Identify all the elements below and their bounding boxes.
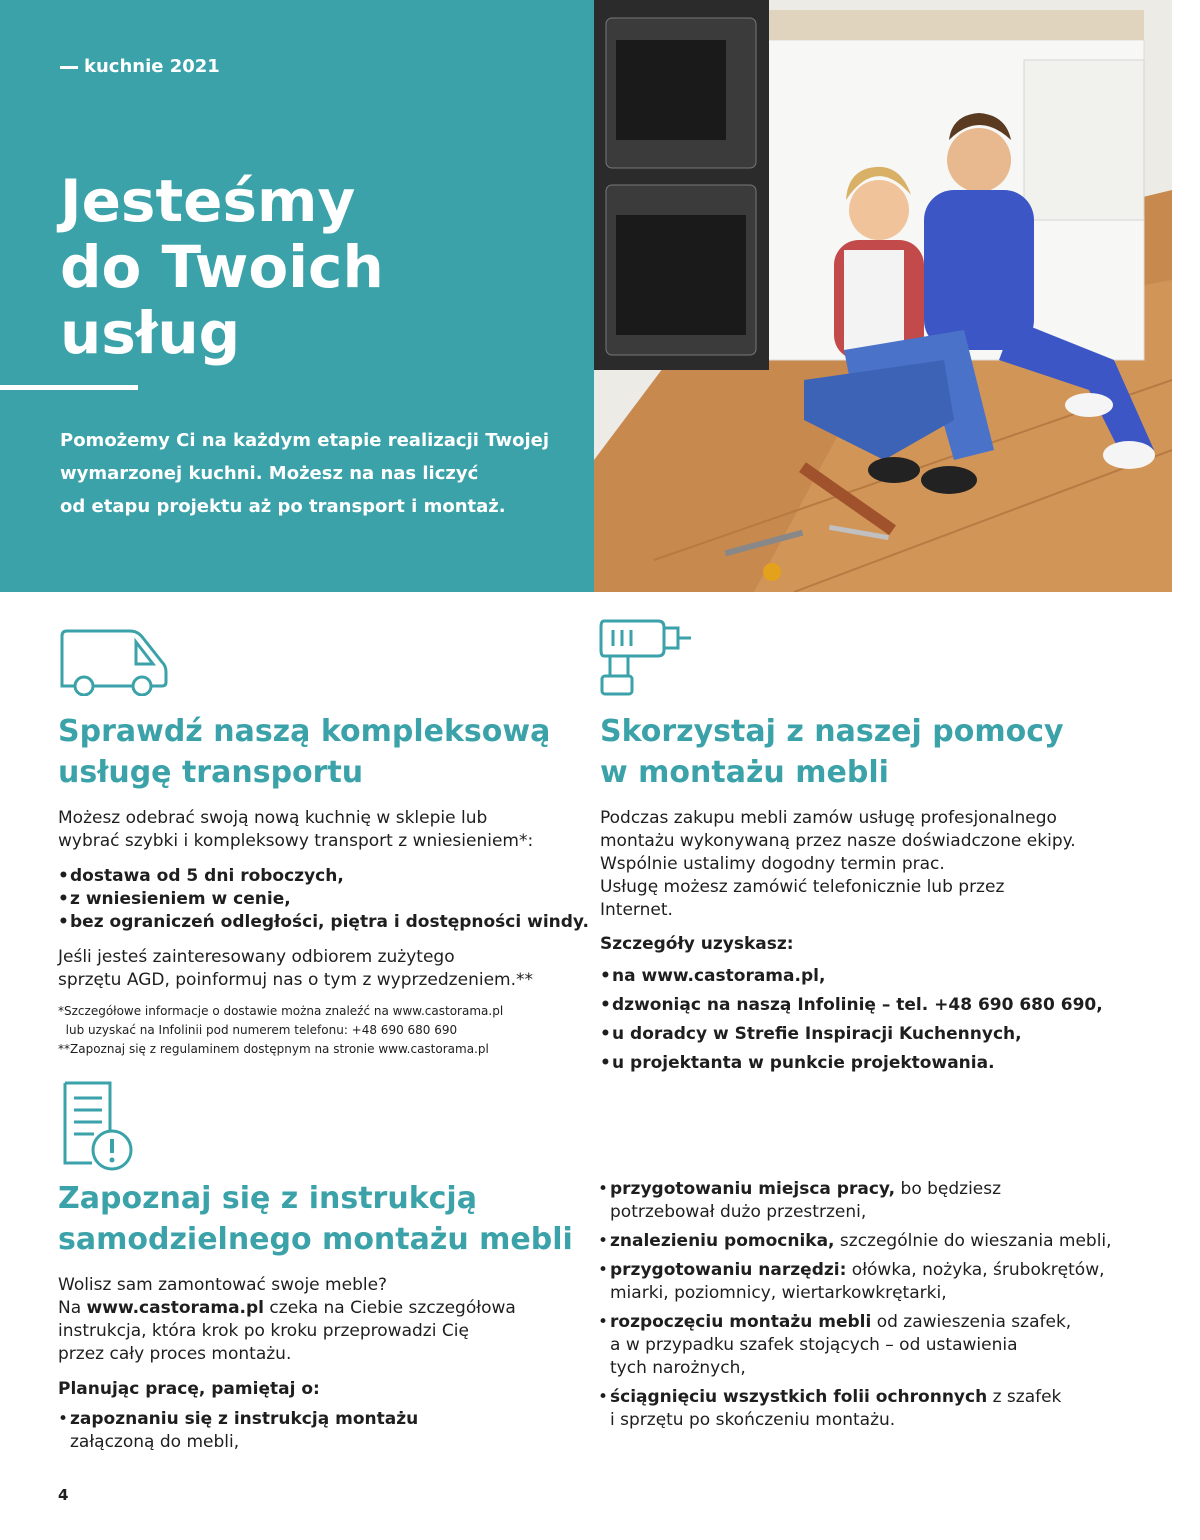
list-item: • dzwoniąc na naszą Infolinię – tel. +48 690 680 690, — [600, 991, 1103, 1020]
hero-panel — [0, 0, 594, 592]
transport-bullets — [58, 865, 589, 934]
kitchen-photo — [594, 0, 1172, 592]
list-item: • z wniesieniem w cenie, — [58, 888, 589, 911]
assembly-details-label: Szczegóły uzyskasz: — [600, 934, 794, 954]
assembly-bullets — [600, 962, 1103, 1078]
list-item: • na www.castorama.pl, — [600, 962, 1103, 991]
plan-label: Planując pracę, pamiętaj o: — [58, 1379, 320, 1399]
list-item: • przygotowaniu miejsca pracy, bo będziesz potrzebował dużo przestrzeni, — [598, 1178, 1112, 1224]
list-item: • dostawa od 5 dni roboczych, — [58, 865, 589, 888]
page-title: Jesteśmy do Twoich usług — [60, 167, 384, 367]
assembly-title: Skorzystaj z naszej pomocy w montażu mebli — [600, 714, 1064, 790]
transport-intro: Możesz odebrać swoją nową kuchnię w sklepie lub wybrać szybki i kompleksowy transport z wniesieniem*: — [58, 808, 534, 851]
document-warning-icon — [62, 1080, 136, 1178]
instructions-right-bullets — [598, 1178, 1112, 1432]
transport-title: Sprawdź naszą kompleksową usługę transportu — [58, 714, 551, 790]
assembly-intro: Podczas zakupu mebli zamów usługę profesjonalnego montażu wykonywaną przez nasze doświadczone ekipy. Wspólnie ustalimy dogodny termin prac. Usługę możesz zamówić telefonicznie lub przez Internet. — [600, 808, 1076, 920]
list-item: • u doradcy w Strefie Inspiracji Kuchennych, — [600, 1020, 1103, 1049]
divider — [0, 385, 138, 390]
instructions-left-bullets — [58, 1408, 418, 1454]
list-item: • u projektanta w punkcie projektowania. — [600, 1049, 1103, 1078]
transport-footnotes: *Szczegółowe informacje o dostawie można znaleźć na www.castorama.pl lub uzyskać na Infolinii pod numerem telefonu: +48 690 680 690 **Zapoznaj się z regulaminem dostępnym na stronie www.castorama.pl — [58, 1004, 504, 1056]
list-item: • znalezieniu pomocnika, szczególnie do wieszania mebli, — [598, 1230, 1112, 1253]
issue-label: kuchnie 2021 — [60, 56, 220, 77]
list-item: • przygotowaniu narzędzi: ołówka, nożyka, śrubokrętów, miarki, poziomnicy, wiertarkowkrętarki, — [598, 1259, 1112, 1305]
instructions-title: Zapoznaj się z instrukcją samodzielnego montażu mebli — [58, 1181, 573, 1257]
page-number: 4 — [58, 1486, 69, 1504]
power-drill-icon — [598, 618, 694, 702]
list-item: • zapoznaniu się z instrukcją montażu załączoną do mebli, — [58, 1408, 418, 1454]
instructions-intro: Wolisz sam zamontować swoje meble? Na www.castorama.pl czeka na Ciebie szczegółowa instrukcja, która krok po kroku przeprowadzi Cię przez cały proces montażu. — [58, 1275, 516, 1364]
castorama-link[interactable]: www.castorama.pl — [86, 1298, 265, 1318]
list-item: • bez ograniczeń odległości, piętra i dostępności windy. — [58, 911, 589, 934]
transport-outro: Jeśli jesteś zainteresowany odbiorem zużytego sprzętu AGD, poinformuj nas o tym z wyprzedzeniem.** — [58, 947, 533, 990]
delivery-van-icon — [58, 628, 170, 700]
kitchen-photo-illustration — [594, 0, 1172, 592]
list-item: • ściągnięciu wszystkich folii ochronnych z szafek i sprzętu po skończeniu montażu. — [598, 1386, 1112, 1432]
hero-intro: Pomożemy Ci na każdym etapie realizacji Twojej wymarzonej kuchni. Możesz na nas liczyć od etapu projektu aż po transport i montaż. — [60, 430, 550, 517]
list-item: • rozpoczęciu montażu mebli od zawieszenia szafek, a w przypadku szafek stojących – od ustawienia tych narożnych, — [598, 1311, 1112, 1380]
